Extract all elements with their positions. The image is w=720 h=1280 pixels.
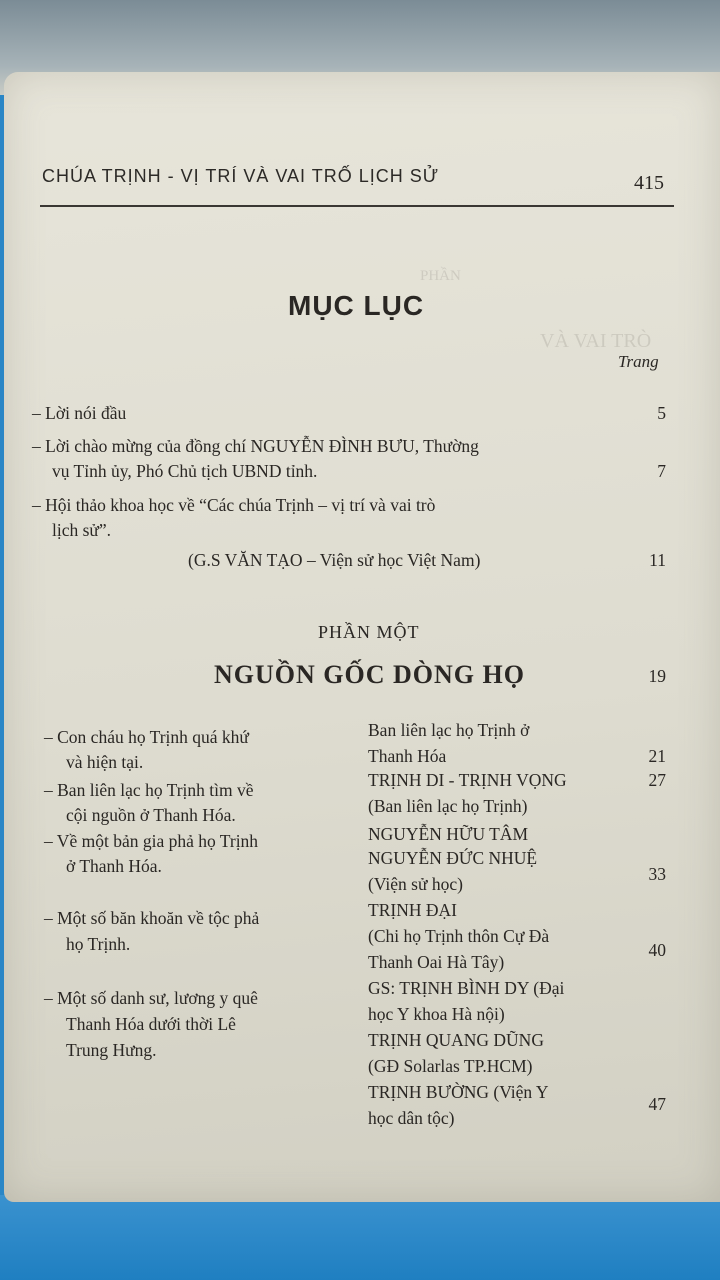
article-author: TRỊNH BƯỜNG (Viện Y — [368, 1082, 549, 1102]
article-page: 27 — [648, 770, 666, 790]
article-title: – Về một bản gia phả họ Trịnh — [44, 831, 259, 851]
header-rule — [40, 205, 674, 207]
article-title: Thanh Hóa dưới thời Lê — [66, 1014, 236, 1034]
page-number: 415 — [634, 172, 664, 194]
toc-entry-page: 5 — [657, 403, 666, 423]
article-author: Ban liên lạc họ Trịnh ở — [368, 720, 530, 740]
toc-entry-page: 11 — [649, 550, 666, 570]
article-author: học dân tộc) — [368, 1108, 455, 1128]
page-column-label: Trang — [618, 352, 659, 371]
article-title: và hiện tại. — [66, 752, 144, 772]
article-page: 40 — [648, 940, 666, 960]
article-author: NGUYỄN ĐỨC NHUỆ — [368, 848, 538, 868]
article-title: – Ban liên lạc họ Trịnh tìm về — [44, 780, 254, 800]
article-page: 33 — [648, 864, 666, 884]
article-title: họ Trịnh. — [66, 934, 131, 954]
bleed-through-text: VÀ VAI TRÒ — [540, 330, 652, 352]
part-label: PHẦN MỘT — [318, 622, 420, 642]
article-author: TRỊNH QUANG DŨNG — [368, 1030, 544, 1050]
toc-entry-text: – Hội thảo khoa học về “Các chúa Trịnh – vị trí và vai trò — [32, 495, 436, 515]
article-author: Thanh Hóa — [368, 746, 447, 766]
article-author: học Y khoa Hà nội) — [368, 1004, 505, 1024]
article-title: Trung Hưng. — [66, 1040, 157, 1060]
part-page: 19 — [648, 666, 666, 686]
background-surface — [0, 1195, 720, 1280]
toc-entry-page: 7 — [657, 461, 666, 481]
article-page: 47 — [648, 1094, 666, 1114]
toc-entry-text: – Lời chào mừng của đồng chí NGUYỄN ĐÌNH BƯU, Thường — [32, 436, 479, 456]
toc-entry-text: vụ Tỉnh ủy, Phó Chủ tịch UBND tỉnh. — [52, 461, 318, 481]
toc-entry-text: – Lời nói đầu — [32, 403, 127, 423]
article-author: NGUYỄN HỮU TÂM — [368, 824, 529, 844]
running-header-title: CHÚA TRỊNH - VỊ TRÍ VÀ VAI TRỐ LỊCH SỬ — [42, 166, 440, 186]
article-author: (GĐ Solarlas TP.HCM) — [368, 1056, 533, 1076]
article-author: (Viện sử học) — [368, 874, 463, 894]
article-author: TRỊNH ĐẠI — [368, 900, 457, 920]
article-page: 21 — [648, 746, 666, 766]
toc-entry-author: (G.S VĂN TẠO – Viện sử học Việt Nam) — [188, 550, 481, 570]
article-author: (Chi họ Trịnh thôn Cự Đà — [368, 926, 550, 946]
article-author: (Ban liên lạc họ Trịnh) — [368, 796, 528, 816]
toc-title: MỤC LỤC — [288, 290, 425, 321]
article-title: – Một số băn khoăn về tộc phả — [44, 908, 260, 928]
bleed-through-text: PHẦN — [420, 268, 461, 284]
article-title: cội nguồn ở Thanh Hóa. — [66, 805, 236, 825]
article-title: – Con cháu họ Trịnh quá khứ — [44, 727, 249, 747]
article-title: – Một số danh sư, lương y quê — [44, 988, 258, 1008]
article-author: Thanh Oai Hà Tây) — [368, 952, 505, 972]
article-author: GS: TRỊNH BÌNH DY (Đại — [368, 978, 565, 998]
article-author: TRỊNH DI - TRỊNH VỌNG — [368, 770, 567, 790]
toc-entry-text: lịch sử”. — [52, 520, 112, 540]
article-title: ở Thanh Hóa. — [66, 856, 162, 876]
part-title: NGUỒN GỐC DÒNG HỌ — [214, 660, 525, 689]
